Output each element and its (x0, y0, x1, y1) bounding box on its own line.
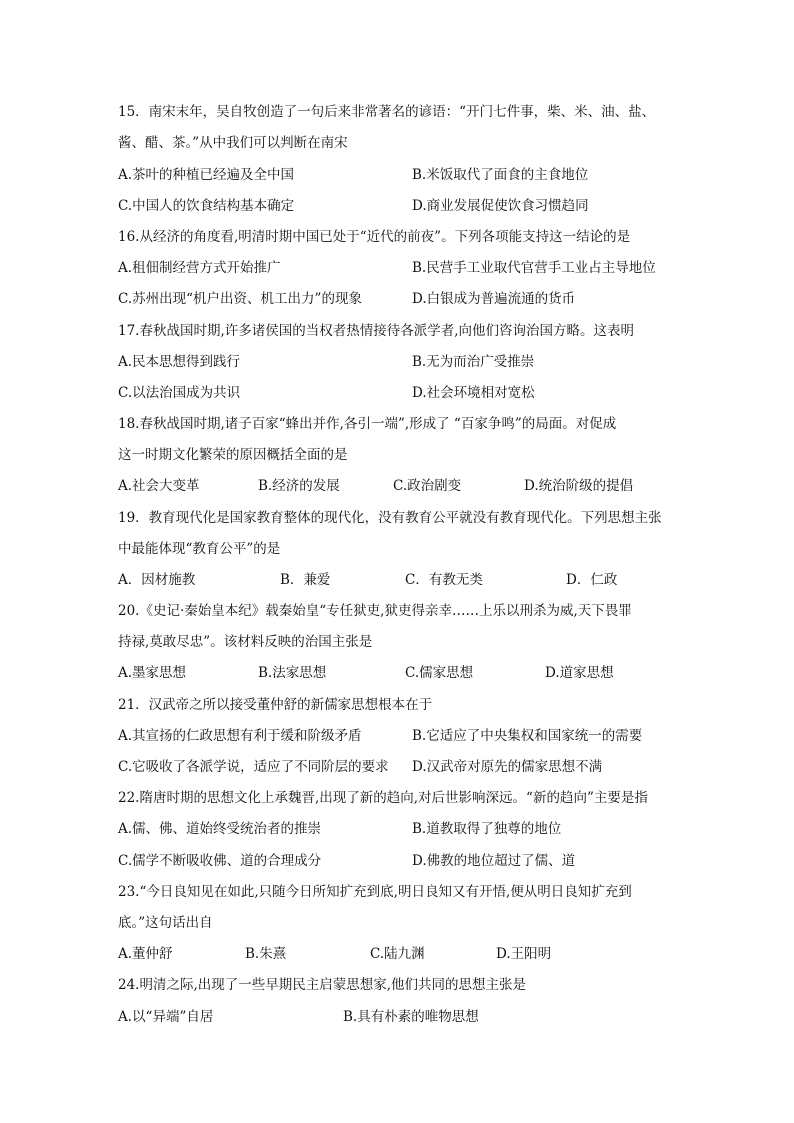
question-20-option-b: B.法家思想 (258, 665, 327, 681)
question-21-option-d: D.汉武帝对原先的儒家思想不满 (412, 759, 603, 775)
question-15-option-b: B.米饭取代了面食的主食地位 (412, 167, 589, 183)
question-22-option-c: C.儒学不断吸收佛、道的合理成分 (118, 853, 322, 869)
question-21-stem-line-1: 21．汉武帝之所以接受董仲舒的新儒家思想根本在于 (118, 697, 433, 713)
question-22-stem-line-1: 22.隋唐时期的思想文化上承魏晋,出现了新的趋向,对后世影响深远。“新的趋向”主要是指 (118, 790, 648, 806)
question-17-option-d: D.社会环境相对宽松 (412, 385, 535, 401)
question-18-option-c: C.政治剧变 (393, 478, 462, 494)
question-16-option-a: A.租佃制经营方式开始推广 (118, 260, 281, 276)
question-17-option-b: B.无为而治广受推崇 (412, 354, 535, 370)
question-16-option-b: B.民营手工业取代官营手工业占主导地位 (412, 260, 656, 276)
question-19-option-b: B．兼爱 (280, 572, 331, 588)
question-15-stem-line-2: 酱、醋、茶。”从中我们可以判断在南宋 (118, 135, 348, 151)
question-18-stem-line-2: 这一时期文化繁荣的原因概括全面的是 (118, 447, 348, 463)
question-23-option-a: A.董仲舒 (118, 946, 173, 962)
question-21-option-b: B.它适应了中央集权和国家统一的需要 (412, 728, 643, 744)
question-17-option-c: C.以法治国成为共识 (118, 385, 241, 401)
question-18-option-b: B.经济的发展 (258, 478, 340, 494)
question-20-option-c: C.儒家思想 (405, 665, 474, 681)
question-21-option-a: A.其宣扬的仁政思想有利于缓和阶级矛盾 (118, 728, 362, 744)
question-24-option-b: B.具有朴素的唯物思想 (343, 1009, 479, 1025)
question-22-option-a: A.儒、佛、道始终受统治者的推崇 (118, 821, 322, 837)
question-22-option-b: B.道教取得了独尊的地位 (412, 821, 562, 837)
question-15-option-a: A.茶叶的种植已经遍及全中国 (118, 167, 295, 183)
question-15-option-c: C.中国人的饮食结构基本确定 (118, 198, 295, 214)
question-16-stem-line-1: 16.从经济的角度看,明清时期中国已处于“近代的前夜”。下列各项能支持这一结论的是 (118, 229, 631, 245)
question-15-option-d: D.商业发展促使饮食习惯趋同 (412, 198, 589, 214)
question-16-option-d: D.白银成为普遍流通的货币 (412, 291, 576, 307)
question-19-stem-line-2: 中最能体现“教育公平”的是 (118, 541, 281, 557)
question-17-option-a: A.民本思想得到践行 (118, 354, 241, 370)
question-20-stem-line-1: 20.《史记·秦始皇本纪》载秦始皇“专任狱吏,狱吏得亲幸……上乐以刑杀为威,天下畏罪 (118, 603, 632, 619)
question-24-stem-line-1: 24.明清之际,出现了一些早期民主启蒙思想家,他们共同的思想主张是 (118, 977, 527, 993)
question-22-option-d: D.佛教的地位超过了儒、道 (412, 853, 576, 869)
question-20-option-a: A.墨家思想 (118, 665, 187, 681)
question-23-option-c: C.陆九渊 (370, 946, 425, 962)
question-20-stem-line-2: 持禄,莫敢尽忠”。该材料反映的治国主张是 (118, 634, 373, 650)
question-19-stem-line-1: 19．教育现代化是国家教育整体的现代化，没有教育公平就没有教育现代化。下列思想主张 (118, 510, 662, 526)
question-20-option-d: D.道家思想 (545, 665, 614, 681)
question-16-option-c: C.苏州出现“机户出资、机工出力”的现象 (118, 291, 362, 307)
question-19-option-d: D．仁政 (566, 572, 618, 588)
question-17-stem-line-1: 17.春秋战国时期,许多诸侯国的当权者热情接待各派学者,向他们咨询治国方略。这表明 (118, 323, 635, 339)
question-24-option-a: A.以“异端”自居 (118, 1009, 214, 1025)
question-19-option-c: C．有教无类 (405, 572, 483, 588)
question-21-option-c: C.它吸收了各派学说，适应了不同阶层的要求 (118, 759, 389, 775)
question-23-stem-line-1: 23.“今日良知见在如此,只随今日所知扩充到底,明日良知又有开悟,便从明日良知扩充到 (118, 884, 632, 900)
question-19-option-a: A．因材施教 (118, 572, 196, 588)
question-23-option-b: B.朱熹 (245, 946, 287, 962)
question-18-option-a: A.社会大变革 (118, 478, 200, 494)
question-23-stem-line-2: 底。”这句话出自 (118, 915, 213, 931)
question-15-stem-line-1: 15．南宋末年，吴自牧创造了一句后来非常著名的谚语：“开门七件事，柴、米、油、盐、 (118, 104, 656, 120)
question-23-option-d: D.王阳明 (496, 946, 552, 962)
question-18-stem-line-1: 18.春秋战国时期,诸子百家“蜂出并作,各引一端”,形成了 “百家争鸣”的局面。对促成 (118, 416, 617, 432)
question-18-option-d: D.统治阶级的提倡 (524, 478, 634, 494)
